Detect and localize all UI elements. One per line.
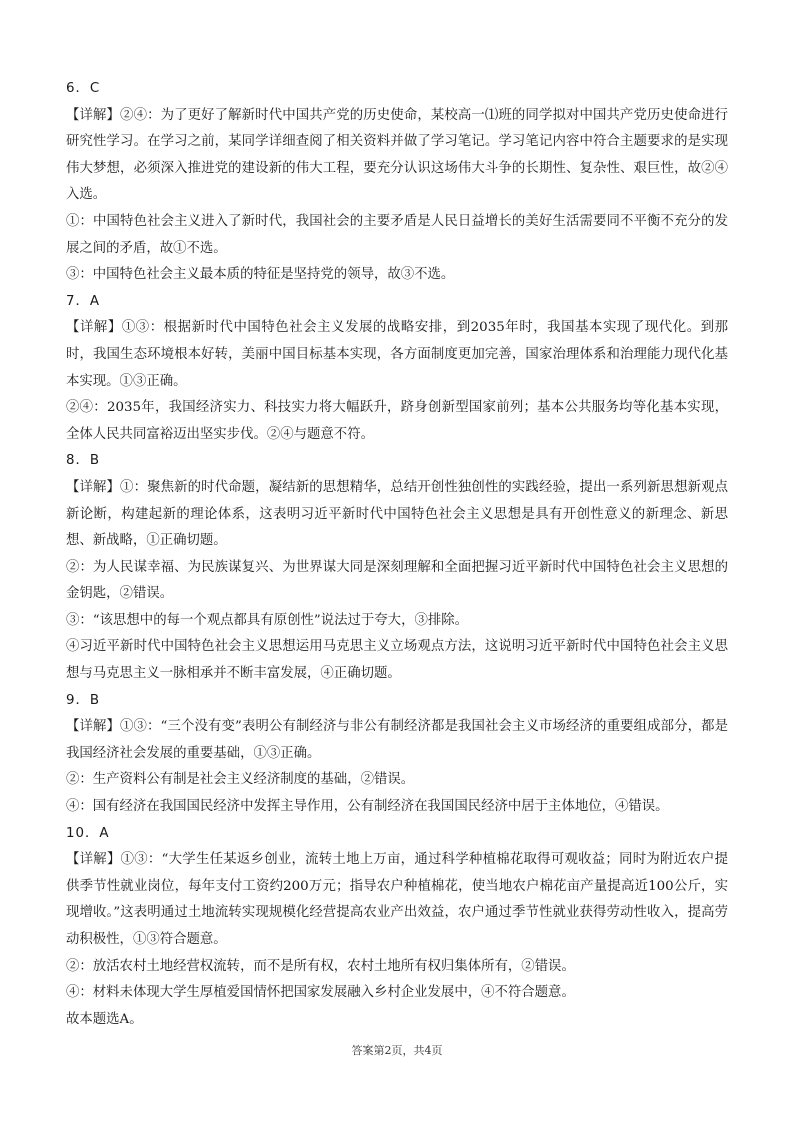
explanation-paragraph: ②④：2035年，我国经济实力、科技实力将大幅跃升，跻身创新型国家前列；基本公共服务均等化基本实现，全体人民共同富裕迈出坚实步伐。②④与题意不符。 xyxy=(66,400,728,442)
explanation-paragraph: ③：“该思想中的每一个观点都具有原创性”说法过于夸大，③排除。 xyxy=(66,612,469,628)
explanation-paragraph: 【详解】①③：“三个没有变”表明公有制经济与非公有制经济都是我国社会主义市场经济的重要组成部分，都是我国经济社会发展的重要基础，①③正确。 xyxy=(66,719,728,761)
explanation-paragraph: 【详解】①③：根据新时代中国特色社会主义发展的战略安排，到2035年时，我国基本实现了现代化。到那时，我国生态环境根本好转，美丽中国目标基本实现，各方面制度更加完善，国家治理体系和治理能力现代化基本实现。①③正确。 xyxy=(66,320,728,389)
answer-number: 7．A xyxy=(66,293,101,309)
explanation-paragraph: ②：生产资料公有制是社会主义经济制度的基础，②错误。 xyxy=(66,772,415,788)
explanation-paragraph: 【详解】①：聚焦新的时代命题，凝结新的思想精华，总结开创性独创性的实践经验，提出一系列新思想新观点新论断，构建起新的理论体系，这表明习近平新时代中国特色社会主义思想是具有开创性意义的新理念、新思想、新战略，①正确切题。 xyxy=(66,479,728,549)
explanation-paragraph: ②：放活农村土地经营权流转，而不是所有权，农村土地所有权归集体所有，②错误。 xyxy=(66,958,575,974)
answer-number: 10．A xyxy=(66,825,110,841)
answer-number: 8．B xyxy=(66,453,101,469)
explanation-paragraph: 【详解】①③：“大学生任某返乡创业，流转土地上万亩，通过科学种植棉花取得可观收益；同时为附近农户提供季节性就业岗位，每年支付工资约200万元；指导农户种植棉花，使当地农户棉花亩产量提高近100公斤，实现增收。”这表明通过土地流转实现规模化经营提高农业产出效益，农户通过季节性就业获得劳动性收入，提高劳动积极性，①③符合题意。 xyxy=(66,852,728,947)
page-footer: 答案第2页，共4页 xyxy=(351,1044,443,1057)
explanation-paragraph: ②：为人民谋幸福、为民族谋复兴、为世界谋大同是深刻理解和全面把握习近平新时代中国特色社会主义思想的金钥匙，②错误。 xyxy=(66,559,728,602)
question-9 xyxy=(66,688,728,821)
explanation-paragraph: ③：中国特色社会主义最本质的特征是坚持党的领导，故③不选。 xyxy=(66,267,455,283)
explanation-paragraph: ④：国有经济在我国国民经济中发挥主导作用，公有制经济在我国国民经济中居于主体地位，④错误。 xyxy=(66,799,669,815)
answer-number: 6．C xyxy=(66,81,101,96)
answer-content xyxy=(66,76,728,1033)
explanation-paragraph: ④习近平新时代中国特色社会主义思想运用马克思主义立场观点方法，这说明习近平新时代中国特色社会主义思想与马克思主义一脉相承并不断丰富发展，④正确切题。 xyxy=(66,639,728,682)
conclusion-line: 故本题选A。 xyxy=(66,1011,143,1027)
question-10 xyxy=(66,821,728,1034)
explanation-paragraph: 【详解】②④：为了更好了解新时代中国共产党的历史使命，某校高一⑴班的同学拟对中国共产党历史使命进行研究性学习。在学习之前，某同学详细查阅了相关资料并做了学习笔记。学习笔记内容中符合主题要求的是实现伟大梦想，必须深入推进党的建设新的伟大工程，要充分认识这场伟大斗争的长期性、复杂性、艰巨性，故②④入选。 xyxy=(66,107,728,203)
explanation-paragraph: ①：中国特色社会主义进入了新时代，我国社会的主要矛盾是人民日益增长的美好生活需要同不平衡不充分的发展之间的矛盾，故①不选。 xyxy=(66,213,728,256)
answer-number: 9．B xyxy=(66,692,101,708)
question-7 xyxy=(66,289,728,449)
explanation-paragraph: ④：材料未体现大学生厚植爱国情怀把国家发展融入乡村企业发展中，④不符合题意。 xyxy=(66,985,575,1001)
question-8 xyxy=(66,448,728,687)
question-6 xyxy=(66,76,728,289)
